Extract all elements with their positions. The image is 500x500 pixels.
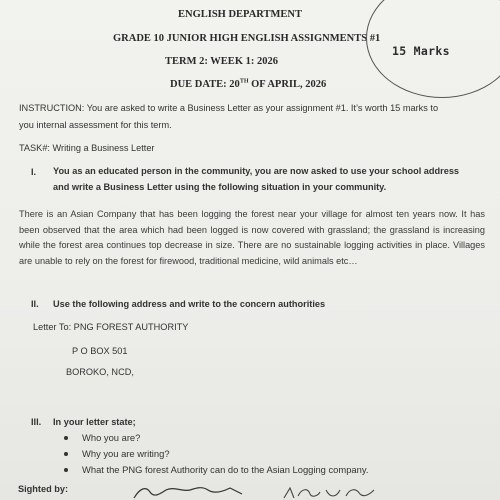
- address-line-2: BOROKO, NCD,: [66, 367, 134, 377]
- instruction-label: INSTRUCTION:: [19, 103, 85, 113]
- instruction-line-1: [19, 103, 438, 113]
- due-date: [170, 79, 326, 90]
- signature-2: [280, 484, 390, 500]
- bullet-text: Who you are?: [82, 432, 141, 443]
- bullet-item: [64, 448, 170, 459]
- bullet-item: [64, 432, 140, 443]
- section-i-line-1: You as an educated person in the community, you are now asked to use your school address: [53, 166, 460, 176]
- address-line-1: P O BOX 501: [72, 346, 128, 356]
- task-label: TASK#: Writing a Business Letter: [19, 143, 155, 153]
- section-iii-heading: In your letter state;: [53, 417, 136, 427]
- instruction-text-1: You are asked to write a Business Letter as your assignment #1. It’s worth 15 marks to: [84, 103, 439, 113]
- sighted-by-label: Sighted by:: [18, 484, 69, 494]
- section-i-numeral: I.: [31, 167, 37, 177]
- due-date-prefix: DUE DATE: 20: [170, 79, 240, 90]
- department-title: ENGLISH DEPARTMENT: [178, 9, 302, 20]
- due-date-rest: OF APRIL, 2026: [248, 79, 327, 90]
- assignment-title: GRADE 10 JUNIOR HIGH ENGLISH ASSIGNMENTS #1: [113, 33, 381, 44]
- bullet-text: Why you are writing?: [82, 448, 170, 459]
- bullet-dot-icon: [64, 436, 68, 440]
- bullet-item: [64, 464, 368, 475]
- due-date-suffix-sup: TH: [239, 78, 249, 85]
- signature-1: [130, 482, 250, 500]
- marks-label: 15 Marks: [392, 44, 450, 58]
- section-iii-numeral: III.: [31, 417, 42, 427]
- situation-paragraph: There is an Asian Company that has been logging the forest near your village for almost ten years now. It has been observed that the area which had been logged is now covered with grassland; the grassland is increasing while the forest area continues top decrease in size. There are no sustainable logging activities in place. Villages are unable to rely on the forest for firewood, traditional medicine, wild animals etc…: [19, 209, 485, 266]
- term-label: TERM 2: WEEK 1: 2026: [165, 56, 278, 67]
- section-ii-numeral: II.: [31, 299, 39, 309]
- section-ii-heading: Use the following address and write to the concern authorities: [53, 299, 326, 309]
- address-letter-to: Letter To: PNG FOREST AUTHORITY: [33, 322, 189, 332]
- bullet-text: What the PNG forest Authority can do to the Asian Logging company.: [82, 464, 369, 475]
- bullet-dot-icon: [64, 452, 68, 456]
- bullet-dot-icon: [64, 468, 68, 472]
- section-i-line-2: and write a Business Letter using the following situation in your community.: [53, 182, 387, 192]
- instruction-line-2: you internal assessment for this term.: [19, 120, 172, 130]
